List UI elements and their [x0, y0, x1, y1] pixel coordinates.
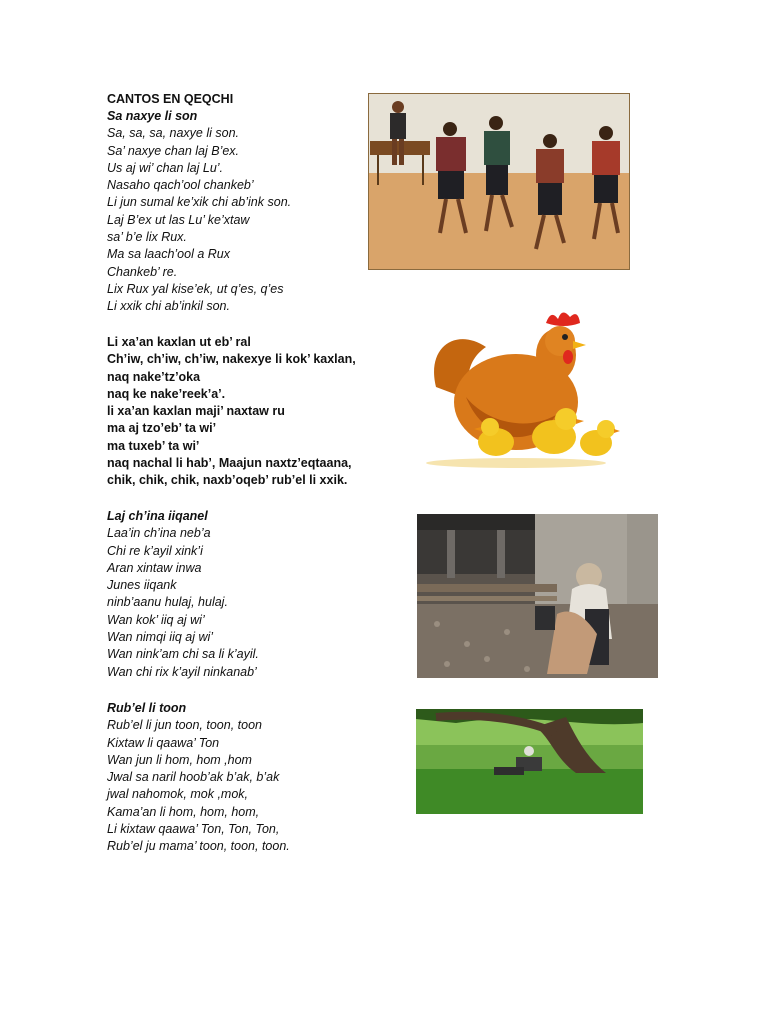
song-line: Rub’el li jun toon, toon, toon — [107, 718, 262, 733]
song-line: jwal nahomok, mok ,mok, — [107, 787, 249, 802]
song-4 — [107, 700, 407, 856]
song-2 — [107, 334, 407, 490]
song-line: ninb’aanu hulaj, hulaj. — [107, 595, 228, 610]
song-line: Sa, sa, sa, naxye li son. — [107, 126, 240, 141]
song-line: Chi re k’ayil xink’i — [107, 543, 203, 558]
song-line: Kama’an li hom, hom, hom, — [107, 804, 260, 819]
man-under-tree-photo — [416, 709, 643, 814]
song-line: Wan chi rix k’ayil ninkanab’ — [107, 664, 257, 679]
song-title: Sa naxye li son — [107, 109, 198, 123]
hen-and-chicks-image — [416, 297, 620, 472]
song-line: ma aj tzo’eb’ ta wi’ — [107, 421, 217, 436]
song-line: Jwal sa naril hoob’ak b’ak, b’ak — [107, 770, 280, 785]
song-line: chik, chik, chik, naxb’oqeb’ rub’el li xxik. — [107, 473, 348, 488]
song-line: Li kixtaw qaawa’ Ton, Ton, Ton, — [107, 822, 280, 837]
song-line: li xa’an kaxlan maji’ naxtaw ru — [107, 404, 285, 419]
song-line: Chankeb’ re. — [107, 264, 178, 279]
song-line: Kixtaw li qaawa’ Ton — [107, 735, 220, 750]
song-line: Us aj wi’ chan laj Lu’. — [107, 160, 224, 175]
song-line: naq ke nake’reek’a’. — [107, 386, 226, 401]
song-line: Rub’el ju mama’ toon, toon, toon. — [107, 839, 290, 854]
song-line: Wan kok’ iiq aj wi’ — [107, 612, 205, 627]
song-line: Aran xintaw inwa — [107, 560, 202, 575]
song-line: Ma sa laach’ool a Rux — [107, 247, 230, 262]
song-line: naq nachal li hab’, Maajun naxtz’eqtaana, — [107, 456, 352, 471]
song-line: Wan nimqi iiq aj wi’ — [107, 630, 214, 645]
song-title: Laj ch’ina iiqanel — [107, 509, 208, 523]
song-title: Rub’el li toon — [107, 701, 187, 715]
song-line: Sa’ naxye chan laj B’ex. — [107, 143, 240, 158]
song-line: ma tuxeb’ ta wi’ — [107, 438, 200, 453]
song-line: sa’ b’e lix Rux. — [107, 230, 187, 245]
song-line: Junes iiqank — [107, 578, 177, 593]
song-line: Li xxik chi ab’inkil son. — [107, 299, 230, 314]
song-line: Laj B’ex ut las Lu’ ke’xtaw — [107, 212, 250, 227]
song-line: naq nake’tz’oka — [107, 369, 201, 384]
song-line: Wan jun li hom, hom ,hom — [107, 752, 252, 767]
song-line: Li jun sumal ke’xik chi ab’ink son. — [107, 195, 292, 210]
song-title: Li xa’an kaxlan ut eb’ ral — [107, 335, 251, 349]
song-line: Laa’in ch’ina neb’a — [107, 526, 211, 541]
dancers-painting-image — [368, 93, 630, 270]
song-line: Nasaho qach’ool chankeb’ — [107, 178, 254, 193]
song-line: Lix Rux yal kise’ek, ut q’es, q’es — [107, 281, 284, 296]
song-line: Ch’iw, ch’iw, ch’iw, nakexye li kok’ kaxlan, — [107, 352, 356, 367]
song-1 — [107, 108, 407, 316]
heading: CANTOS EN QEQCHI — [107, 92, 234, 106]
boy-near-railway-photo — [417, 514, 658, 678]
song-3 — [107, 508, 407, 681]
song-line: Wan nink’am chi sa li k’ayil. — [107, 647, 259, 662]
